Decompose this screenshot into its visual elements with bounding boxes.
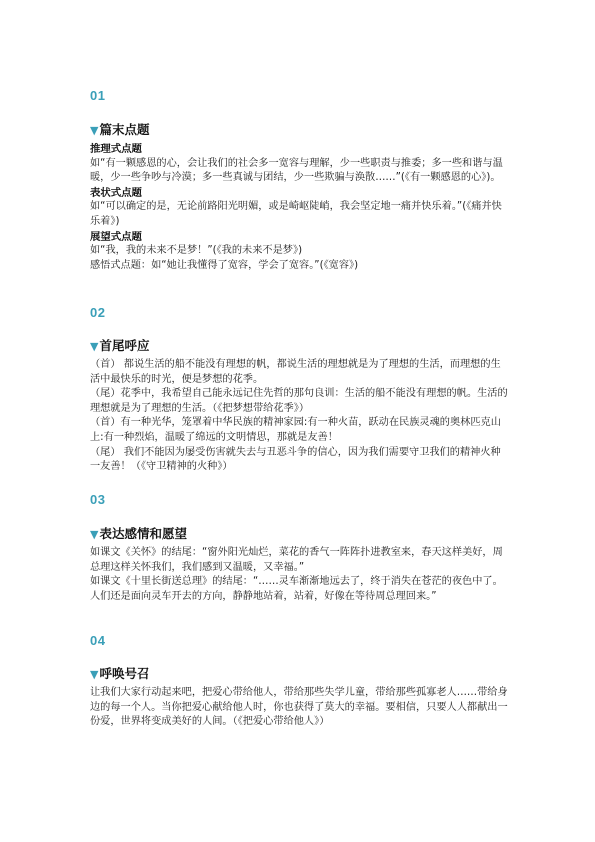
triangle-marker-icon: ▼ xyxy=(90,668,99,681)
section-title: 篇末点题 xyxy=(99,122,150,137)
section-number: 03 xyxy=(90,492,106,507)
subheading: 展望式点题 xyxy=(90,230,142,243)
section-title: 首尾呼应 xyxy=(99,338,150,353)
section-heading xyxy=(90,336,149,354)
section-number: 01 xyxy=(90,88,106,103)
section-body xyxy=(90,546,508,604)
paragraph: （尾）花季中，我希望自己能永远记住先哲的那句良训：生活的船不能没有理想的帆。生活的理想就是为了理想的生活。（《把梦想带给花季》） xyxy=(90,388,508,414)
paragraph: （尾） 我们不能因为屡受伤害就失去与丑恶斗争的信心，因为我们需要守卫我们的精神火种一友善！（《守卫精神的火种》） xyxy=(90,446,501,473)
triangle-marker-icon: ▼ xyxy=(90,124,99,137)
paragraph: 如“有一颗感恩的心，会让我们的社会多一宽容与理解，少一些职责与推委；多一些和谐与温暖，少一些争吵与冷漠；多一些真诚与团结，少一些欺骗与涣散……”(《有一颗感恩的心》)。 xyxy=(90,157,503,184)
paragraph: 如“我，我的未来不是梦！”(《我的未来不是梦》) xyxy=(90,245,303,257)
paragraph: 如课文《关怀》的结尾：“窗外阳光灿烂，菜花的香气一阵阵扑进教室来，春天这样美好，周总理这样关怀我们，我们感到又温暖，又幸福。” xyxy=(90,547,503,573)
triangle-marker-icon: ▼ xyxy=(90,528,99,541)
section-number: 02 xyxy=(90,305,106,320)
section-title: 表达感情和愿望 xyxy=(99,526,187,541)
subheading: 表状式点题 xyxy=(90,186,142,199)
paragraph: （首） 都说生活的船不能没有理想的帆，都说生活的理想就是为了理想的生活，而理想的生活中最快乐的时光，便是梦想的花季。 xyxy=(90,359,501,385)
triangle-marker-icon: ▼ xyxy=(90,340,99,353)
paragraph: 如课文《十里长街送总理》的结尾：“……灵车渐渐地远去了，终于消失在苍茫的夜色中了。人们还是面向灵车开去的方向，静静地站着，站着，好像在等待周总理回来。” xyxy=(90,576,503,602)
section-body xyxy=(90,358,508,475)
paragraph: 如“可以确定的是，无论前路阳光明媚，或是崎岖陡峭，我会坚定地一痛并快乐着。”(《痛并快乐着》) xyxy=(90,201,502,227)
section-number: 04 xyxy=(90,633,106,648)
section-title: 呼唤号召 xyxy=(99,666,150,681)
section-heading xyxy=(90,664,149,682)
paragraph: 感悟式点题：如“她让我懂得了宽容，学会了宽容。”(《宽容》) xyxy=(90,259,359,271)
section-heading xyxy=(90,524,187,542)
section-body xyxy=(90,686,508,730)
subheading: 推理式点题 xyxy=(90,143,142,155)
section-body xyxy=(90,142,508,273)
section-heading xyxy=(90,120,149,138)
paragraph: 让我们大家行动起来吧，把爱心带给他人，带给那些失学儿童，带给那些孤寡老人……带给身边的每一个人。当你把爱心献给他人时，你也获得了莫大的幸福。要相信，只要人人都献出一份爱，世界将变成美好的人间。（《把爱心带给他人》） xyxy=(90,687,508,728)
paragraph: （首）有一种光华，笼罩着中华民族的精神家园:有一种火苗，跃动在民族灵魂的奥林匹克山上:有一种烈焰，温暖了绵远的文明情思，那就是友善！ xyxy=(90,417,501,443)
